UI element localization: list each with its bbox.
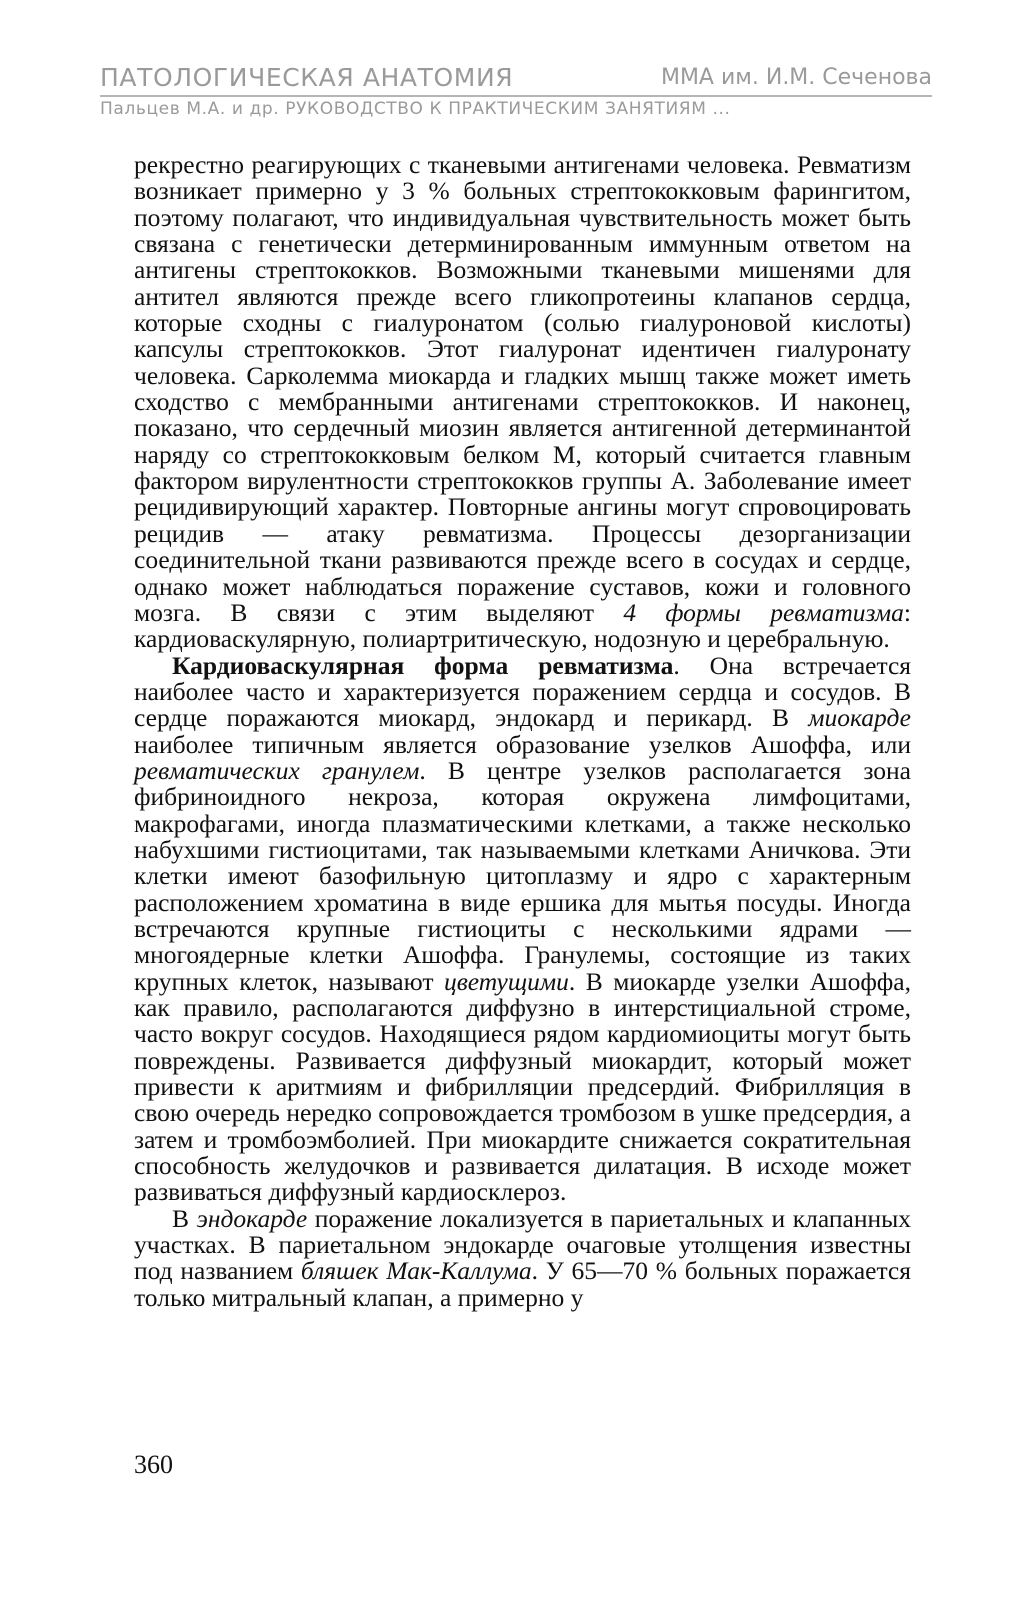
section-heading-inline: Кардиоваскулярная форма ревматизма <box>172 650 674 680</box>
running-header <box>100 61 932 97</box>
text-run: . У 65—70 % больных поражается только митральный клапан, а примерно у <box>134 1256 911 1312</box>
book-title: ПАТОЛОГИЧЕСКАЯ АНАТОМИЯ <box>100 63 514 92</box>
italic-term: миокарде <box>808 703 911 733</box>
text-run: : кардиоваскулярную, полиартритическую, нодозную и церебральную. <box>134 597 911 654</box>
italic-term: бляшек Мак-Каллума <box>300 1256 532 1286</box>
italic-term: эндокарде <box>196 1203 308 1233</box>
italic-term: 4 формы ревматизма <box>623 597 904 627</box>
main-text <box>134 152 911 1311</box>
institution-name: ММА им. И.М. Сеченова <box>660 65 932 90</box>
paragraph-1 <box>134 152 911 653</box>
italic-term: ревматических гранулем <box>134 755 420 785</box>
text-run: поражение локализуется в париетальных и клапанных участках. В париетальном эндокарде очаговые утолщения известны под названием <box>134 1203 911 1286</box>
text-run: наиболее типичным является образование узелков Ашоффа, или <box>134 729 911 759</box>
italic-term: цветущими <box>443 966 569 996</box>
text-run: . Она встречается наиболее часто и характеризуется поражением сердца и сосудов. В сердце поражаются миокард, эндокард и перикард. В <box>134 650 911 733</box>
running-subheader: Пальцев М.А. и др. РУКОВОДСТВО К ПРАКТИЧЕСКИМ ЗАНЯТИЯМ ... <box>100 99 731 119</box>
paragraph-2 <box>134 650 911 1207</box>
text-run: . В миокарде узелки Ашоффа, как правило, располагаются диффузно в интерстициальной строме, часто вокруг сосудов. Находящиеся рядом кардиомиоциты могут быть повреждены. Развивается диффузный миокардит, который может привести к аритмиям и фибрилляции предсердий. Фибрилляция в свою очередь нередко сопровождается тромбозом в ушке предсердия, а затем и тромбоэмболией. При миокардите снижается сократительная способность желудочков и развивается дилатация. В исходе может развиваться диффузный кардиосклероз. <box>134 966 911 1207</box>
page-number: 360 <box>134 1450 173 1479</box>
text-run: В <box>172 1203 197 1233</box>
text-run: рекрестно реагирующих с тканевыми антигенами человека. Ревматизм возникает примерно у 3 % больных стрептококковым фарингитом, поэтому полагают, что индивидуальная чувствительность может быть связана с генетически детерминированным иммунным ответом на антигены стрептококков. Возможными тканевыми мишенями для антител являются прежде всего гликопротеины клапанов сердца, которые сходны с гиалуронатом (солью гиалуроновой кислоты) капсулы стрептококков. Этот гиалуронат идентичен гиалуронату человека. Сарколемма миокарда и гладких мышц также может иметь сходство с мембранными антигенами стрептококков. И наконец, показано, что сердечный миозин является антигенной детерминантой наряду со стрептококковым белком М, который считается главным фактором вирулентности стрептококков группы А. Заболевание имеет рецидивирующий характер. Повторные ангины могут спровоцировать рецидив — атаку ревматизма. Процессы дезорганизации соединительной ткани развиваются прежде всего в сосудах и сердце, однако может наблюдаться поражение суставов, кожи и головного мозга. В связи с этим выделяют <box>134 150 911 627</box>
paragraph-3 <box>134 1203 911 1312</box>
text-run: . В центре узелков располагается зона фибриноидного некроза, которая окружена лимфоцитами, макрофагами, иногда плазматическими клетками, а также несколько набухшими гистиоцитами, так называемыми клетками Аничкова. Эти клетки имеют базофильную цитоплазму и ядро с характерным расположением хроматина в виде ершика для мытья посуды. Иногда встречаются крупные гистиоциты с несколькими ядрами — многоядерные клетки Ашоффа. Гранулемы, состоящие из таких крупных клеток, называют <box>134 755 911 996</box>
